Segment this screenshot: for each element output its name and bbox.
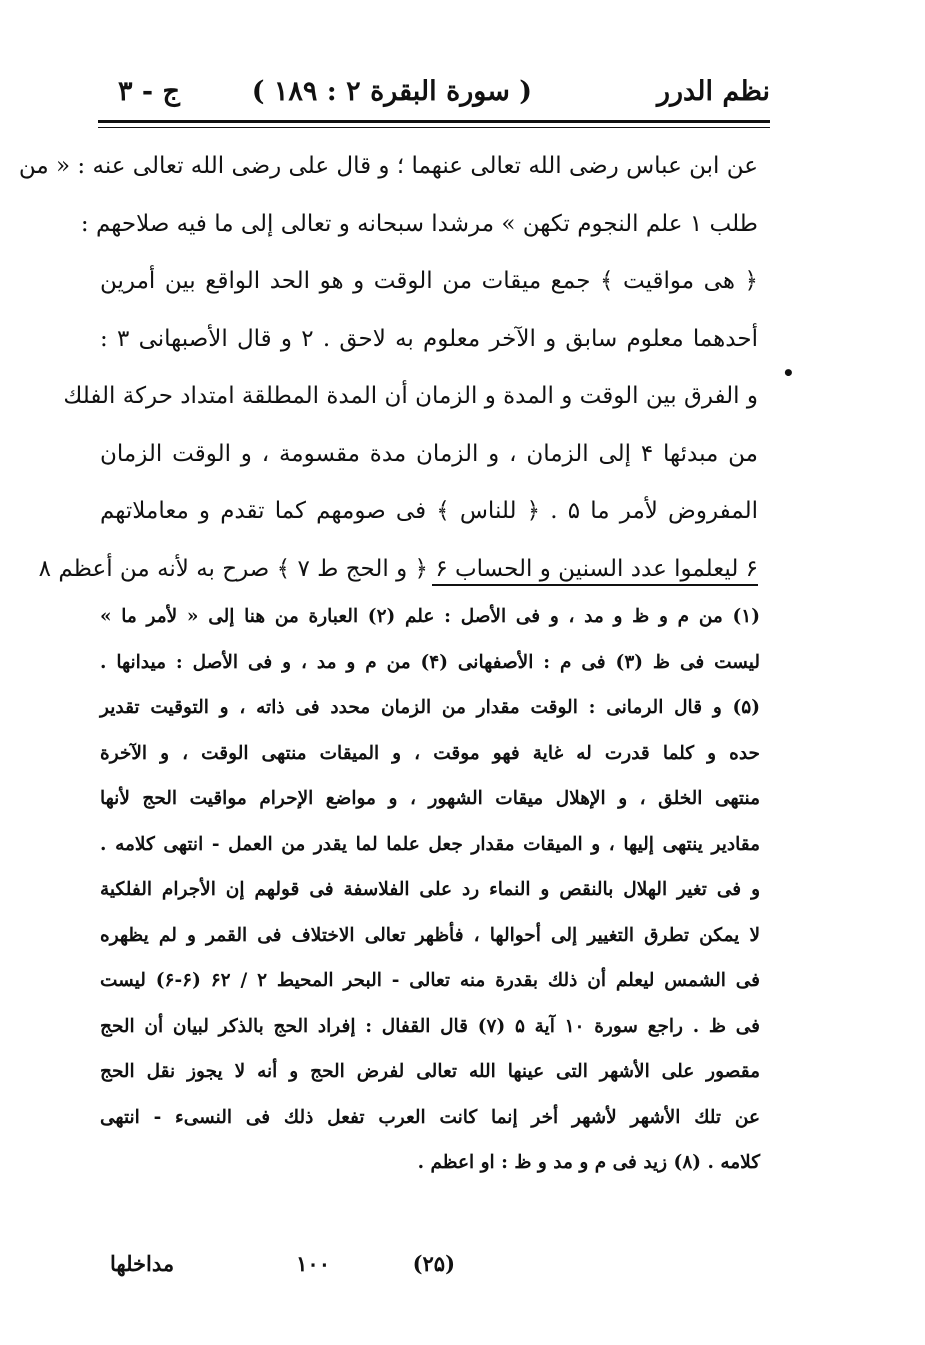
footnote-line: مقصور على الأشهر التى عينها الله تعالى لفرض الحج و أنه لا يجوز نقل الحج bbox=[100, 1061, 760, 1082]
footnote-line: (۱) من م و ظ و مد ، و فى الأصل : علم (۲) العبارة من هنا إلى « لأمر ما » bbox=[100, 606, 760, 627]
main-text-line: من مبدئها ۴ إلى الزمان ، و الزمان مدة مقسومة ، و الوقت الزمان bbox=[100, 440, 759, 467]
footnotes-block bbox=[100, 594, 760, 1186]
footnote-line: كلامه . (۸) زيد فى م و مد و ظ : او اعظم . bbox=[417, 1152, 760, 1173]
footnote-line: فى الشمس ليعلم أن ذلك بقدرة منه تعالى - البحر المحيط ۲ / ۶۲ (۶-۶) ليست bbox=[100, 970, 761, 991]
page-footer bbox=[100, 1244, 760, 1284]
footnote-line: (۵) و قال الرمانى : الوقت مقدار من الزمان محدد فى ذاته ، و التوقيت تقدير bbox=[100, 697, 760, 718]
header-rule-thin bbox=[98, 127, 770, 128]
margin-mark: • bbox=[782, 361, 795, 385]
book-title: نظم الدرر bbox=[656, 76, 770, 107]
footnote-line: ليست فى ظ (۳) فى م : الأصفهانى (۴) من م و مد ، و فى الأصل : ميدانها . bbox=[100, 651, 761, 673]
running-header bbox=[98, 68, 770, 116]
header-rule-thick bbox=[98, 120, 770, 123]
footnote-line: و فى تغير الهلال بالنقص و النماء رد على الفلاسفة فى قولهم إن الأجرام الفلكية bbox=[100, 879, 760, 900]
footnote-line: منتهى الخلق ، و الإهلال ميقات الشهور ، و مواضع الإحرام مواقيت الحج لأنها bbox=[100, 788, 760, 809]
main-text-line: و الفرق بين الوقت و المدة و الزمان أن المدة المطلقة امتداد حركة الفلك bbox=[63, 383, 758, 409]
main-text-line: ﴿ هى مواقيت ﴾ جمع ميقات من الوقت و هو الحد الواقع بين أمرين bbox=[100, 268, 758, 294]
footnote-line: فى ظ . راجع سورة ۱۰ آية ۵ (۷) قال القفال : إفراد الحج بالذكر لبيان أن الحج bbox=[100, 1015, 760, 1037]
catchword: مداخلها bbox=[110, 1251, 175, 1276]
main-text-line: أحدهما معلوم سابق و الآخر معلوم به لاحق . ۲ و قال الأصبهانى ۳ : bbox=[100, 325, 758, 352]
surah-reference: ( سورة البقرة ۲ : ۱۸۹ ) bbox=[251, 76, 532, 107]
signature-mark: (۲۵) bbox=[412, 1251, 455, 1276]
page-number: ۱۰۰ bbox=[296, 1251, 330, 1276]
footnote-separator bbox=[432, 584, 758, 586]
main-text-line: عن ابن عباس رضى الله تعالى عنهما ؛ و قال على رضى الله تعالى عنه : « من bbox=[18, 153, 758, 179]
main-text-block bbox=[18, 138, 759, 598]
main-text-line: المفروض لأمر ما ۵ . ﴿ للناس ﴾ فى صومهم كما تقدم و معاملاتهم bbox=[100, 498, 758, 524]
footnote-line: لا يمكن تطرق التغيير إلى أحوالها ، فأظهر تعالى الاختلاف فى القمر و لم يظهره bbox=[100, 924, 760, 946]
main-text-line: طلب ۱ علم النجوم تكهن » مرشدا سبحانه و تعالى إلى ما فيه صلاحهم : bbox=[80, 210, 758, 237]
volume-number: ج - ۳ bbox=[118, 76, 180, 107]
footnote-line: عن تلك الأشهر لأشهر أخر إنما كانت العرب تفعل ذلك فى النسىء - انتهى bbox=[100, 1106, 760, 1128]
footnote-line: حده و كلما قدرت له غاية فهو موقت ، و الميقات منتهى الوقت ، و الآخرة bbox=[100, 742, 760, 764]
main-text-line: ۶ ليعلموا عدد السنين و الحساب ۶ ﴿ و الحج ط ۷ ﴾ صرح به لأنه من أعظم ۸ bbox=[38, 555, 758, 582]
footnote-line: مقادير ينتهى إليها ، و الميقات مقدار جعل علما لما يقدر من العمل - انتهى كلامه . bbox=[100, 833, 760, 855]
